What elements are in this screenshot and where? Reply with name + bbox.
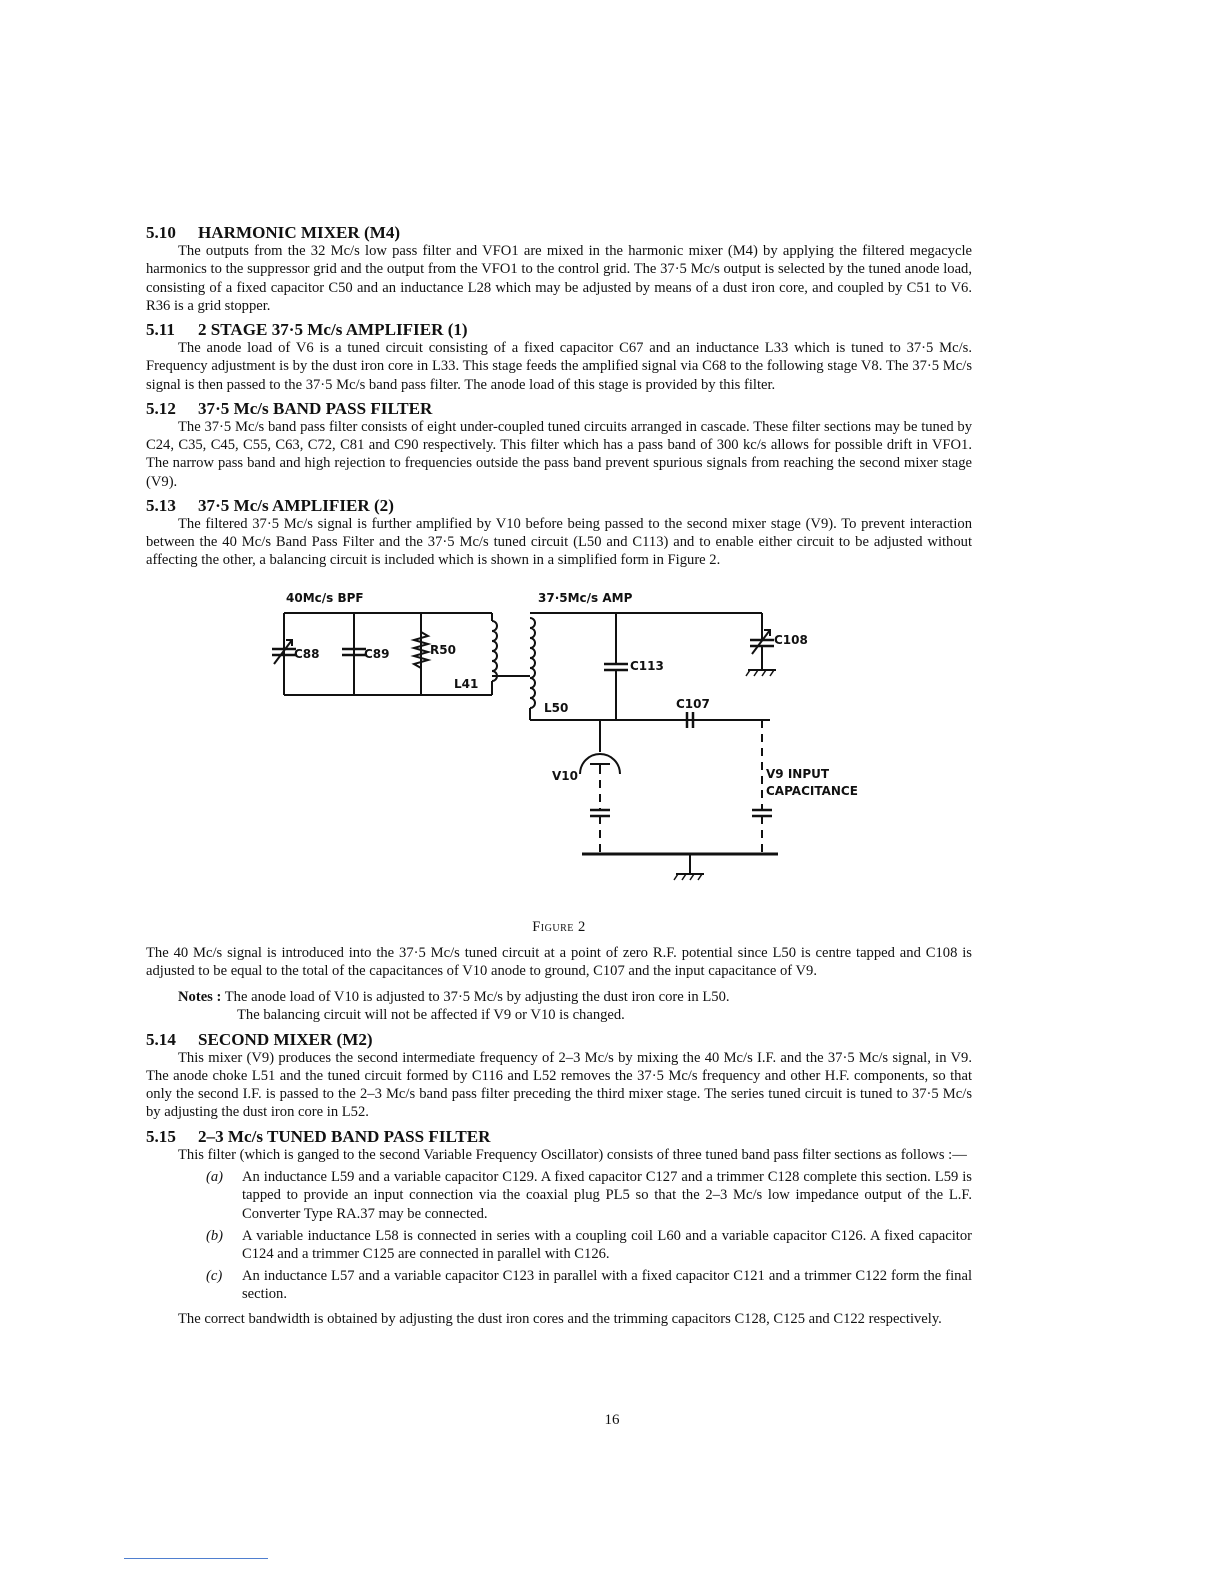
figure-2-circuit-diagram bbox=[146, 588, 972, 918]
notes-line-1 bbox=[178, 988, 972, 1006]
figure-caption: Figure 2 bbox=[532, 918, 586, 935]
section-title: 2 STAGE 37·5 Mc/s AMPLIFIER (1) bbox=[198, 320, 468, 340]
list-letter: (b) bbox=[206, 1227, 224, 1244]
section-heading bbox=[146, 1128, 972, 1146]
page-number: 16 bbox=[604, 1412, 620, 1428]
list-text: An inductance L57 and a variable capacitor C123 in parallel with a fixed capacitor C121 and a trimmer C122 form the final section. bbox=[242, 1268, 972, 1303]
list-item bbox=[206, 1227, 972, 1263]
notes-text-1: The anode load of V10 is adjusted to 37·5 Mc/s by adjusting the dust iron core in L50. bbox=[224, 989, 730, 1006]
section-title: 37·5 Mc/s AMPLIFIER (2) bbox=[198, 495, 394, 515]
section-paragraph: The anode load of V6 is a tuned circuit consisting of a fixed capacitor C67 and an inductance L33 which is tuned to 37·5 Mc/s. Frequency adjustment is by the dust iron core in L33. This stage feeds the amplified signal via C68 to the following stage V8. The 37·5 Mc/s signal is then passed to the 37·5 Mc/s band pass filter. The anode load of this stage is provided by this filter. bbox=[146, 340, 972, 393]
v10-label: V10 bbox=[552, 768, 578, 783]
c89-label: C89 bbox=[364, 646, 390, 661]
section-5-13 bbox=[146, 497, 972, 570]
footer-rule bbox=[124, 1558, 268, 1559]
section-paragraph: The outputs from the 32 Mc/s low pass filter and VFO1 are mixed in the harmonic mixer (M4) by applying the filtered megacycle harmonics to the suppressor grid and the output from the VFO1 to the control grid. The 37·5 Mc/s output is selected by the tuned anode load, consisting of a fixed capacitor C50 and an inductance L28 which may be adjusted by means of a dust iron core, and coupled by C51 to V6. R36 is a grid stopper. bbox=[146, 243, 972, 314]
notes-line-2: The balancing circuit will not be affected if V9 or V10 is changed. bbox=[237, 1007, 625, 1024]
v9-label-line1: V9 INPUT bbox=[766, 766, 830, 781]
c113-label: C113 bbox=[630, 658, 664, 673]
after-figure-paragraph: The 40 Mc/s signal is introduced into the 37·5 Mc/s tuned circuit at a point of zero R.F. potential since L50 is centre tapped and C108 is adjusted to be equal to the total of the capacitances of V10 anode to ground, C107 and the input capacitance of V9. bbox=[146, 944, 972, 980]
section-5-15 bbox=[146, 1128, 972, 1328]
v10-valve bbox=[580, 720, 620, 854]
section-5-10 bbox=[146, 224, 972, 315]
list-text: An inductance L59 and a variable capacitor C129. A fixed capacitor C127 and a trimmer C128 complete this section. L59 is tapped to provide an input connection via the coaxial plug PL5 so that the 2–3 Mc/s low impedance output of the L.F. Converter Type RA.37 may be connected. bbox=[242, 1169, 972, 1222]
section-number: 5.10 bbox=[146, 223, 176, 242]
section-heading bbox=[146, 1031, 972, 1049]
section-heading bbox=[146, 400, 972, 418]
list-letter: (c) bbox=[206, 1268, 223, 1285]
section-heading bbox=[146, 321, 972, 339]
notes-block bbox=[178, 988, 972, 1024]
section-paragraph: This mixer (V9) produces the second intermediate frequency of 2–3 Mc/s by mixing the 40 Mc/s I.F. and the 37·5 Mc/s signal, in V9. The anode choke L51 and the tuned circuit formed by C116 and L52 removes the 37·5 Mc/s frequency and other H.F. components, so that only the second I.F. is passed to the 2–3 Mc/s band pass filter preceding the third mixer stage. The series tuned circuit is tuned to 37·5 Mc/s by adjusting the dust iron core in L52. bbox=[146, 1049, 972, 1121]
ground-bus bbox=[582, 854, 778, 880]
balancing-circuit-schematic bbox=[146, 588, 972, 898]
section-heading bbox=[146, 224, 972, 242]
section-5-14 bbox=[146, 1031, 972, 1122]
section-number: 5.13 bbox=[146, 495, 176, 515]
l50-label: L50 bbox=[544, 700, 569, 715]
section-heading bbox=[146, 497, 972, 515]
section-title: HARMONIC MIXER (M4) bbox=[198, 223, 401, 242]
section-paragraph: The filtered 37·5 Mc/s signal is further amplified by V10 before being passed to the second mixer stage (V9). To prevent interaction between the 40 Mc/s Band Pass Filter and the 37·5 Mc/s tuned circuit (L50 and C113) and to enable either circuit to be adjusted without affecting the other, a balancing circuit is included which is shown in a simplified form in Figure 2. bbox=[146, 516, 972, 569]
section-title: SECOND MIXER (M2) bbox=[198, 1029, 373, 1049]
section-number: 5.12 bbox=[146, 398, 176, 418]
bpf-label: 40Mc/s BPF bbox=[286, 590, 364, 605]
document-body bbox=[146, 224, 972, 1334]
section-number: 5.11 bbox=[146, 320, 175, 340]
list-item bbox=[206, 1168, 972, 1223]
section-5-11 bbox=[146, 321, 972, 394]
section-5-12 bbox=[146, 400, 972, 491]
section-intro: This filter (which is ganged to the second Variable Frequency Oscillator) consists of three tuned band pass filter sections as follows :— bbox=[178, 1146, 967, 1163]
l41-label: L41 bbox=[454, 676, 479, 691]
r50-label: R50 bbox=[430, 642, 456, 657]
list-text: A variable inductance L58 is connected in series with a coupling coil L60 and a variable capacitor C126. A fixed capacitor C124 and a trimmer C125 are connected in parallel with C126. bbox=[242, 1227, 972, 1262]
amp-tank bbox=[530, 613, 776, 854]
list-letter: (a) bbox=[206, 1169, 224, 1186]
v9-label-line2: CAPACITANCE bbox=[766, 783, 858, 798]
section-title: 37·5 Mc/s BAND PASS FILTER bbox=[198, 398, 433, 418]
section-paragraph: The 37·5 Mc/s band pass filter consists of eight under-coupled tuned circuits arranged in cascade. These filter sections may be tuned by C24, C35, C45, C55, C63, C72, C81 and C90 respectively. This filter which has a pass band of 300 kc/s allows for possible drift in VFO1. The narrow pass band and high rejection to frequencies outside the pass band prevent spurious signals from reaching the second mixer stage (V9). bbox=[146, 419, 972, 490]
section-number: 5.14 bbox=[146, 1029, 176, 1049]
section-number: 5.15 bbox=[146, 1126, 176, 1146]
section-closing: The correct bandwidth is obtained by adjusting the dust iron cores and the trimming capacitors C128, C125 and C122 respectively. bbox=[178, 1310, 942, 1327]
notes-label: Notes : bbox=[178, 989, 222, 1006]
list-item bbox=[206, 1267, 972, 1303]
c88-label: C88 bbox=[294, 646, 320, 661]
amp-label: 37·5Mc/s AMP bbox=[538, 590, 633, 605]
c107-label: C107 bbox=[676, 696, 710, 711]
c108-label: C108 bbox=[774, 632, 808, 647]
section-title: 2–3 Mc/s TUNED BAND PASS FILTER bbox=[198, 1126, 491, 1146]
